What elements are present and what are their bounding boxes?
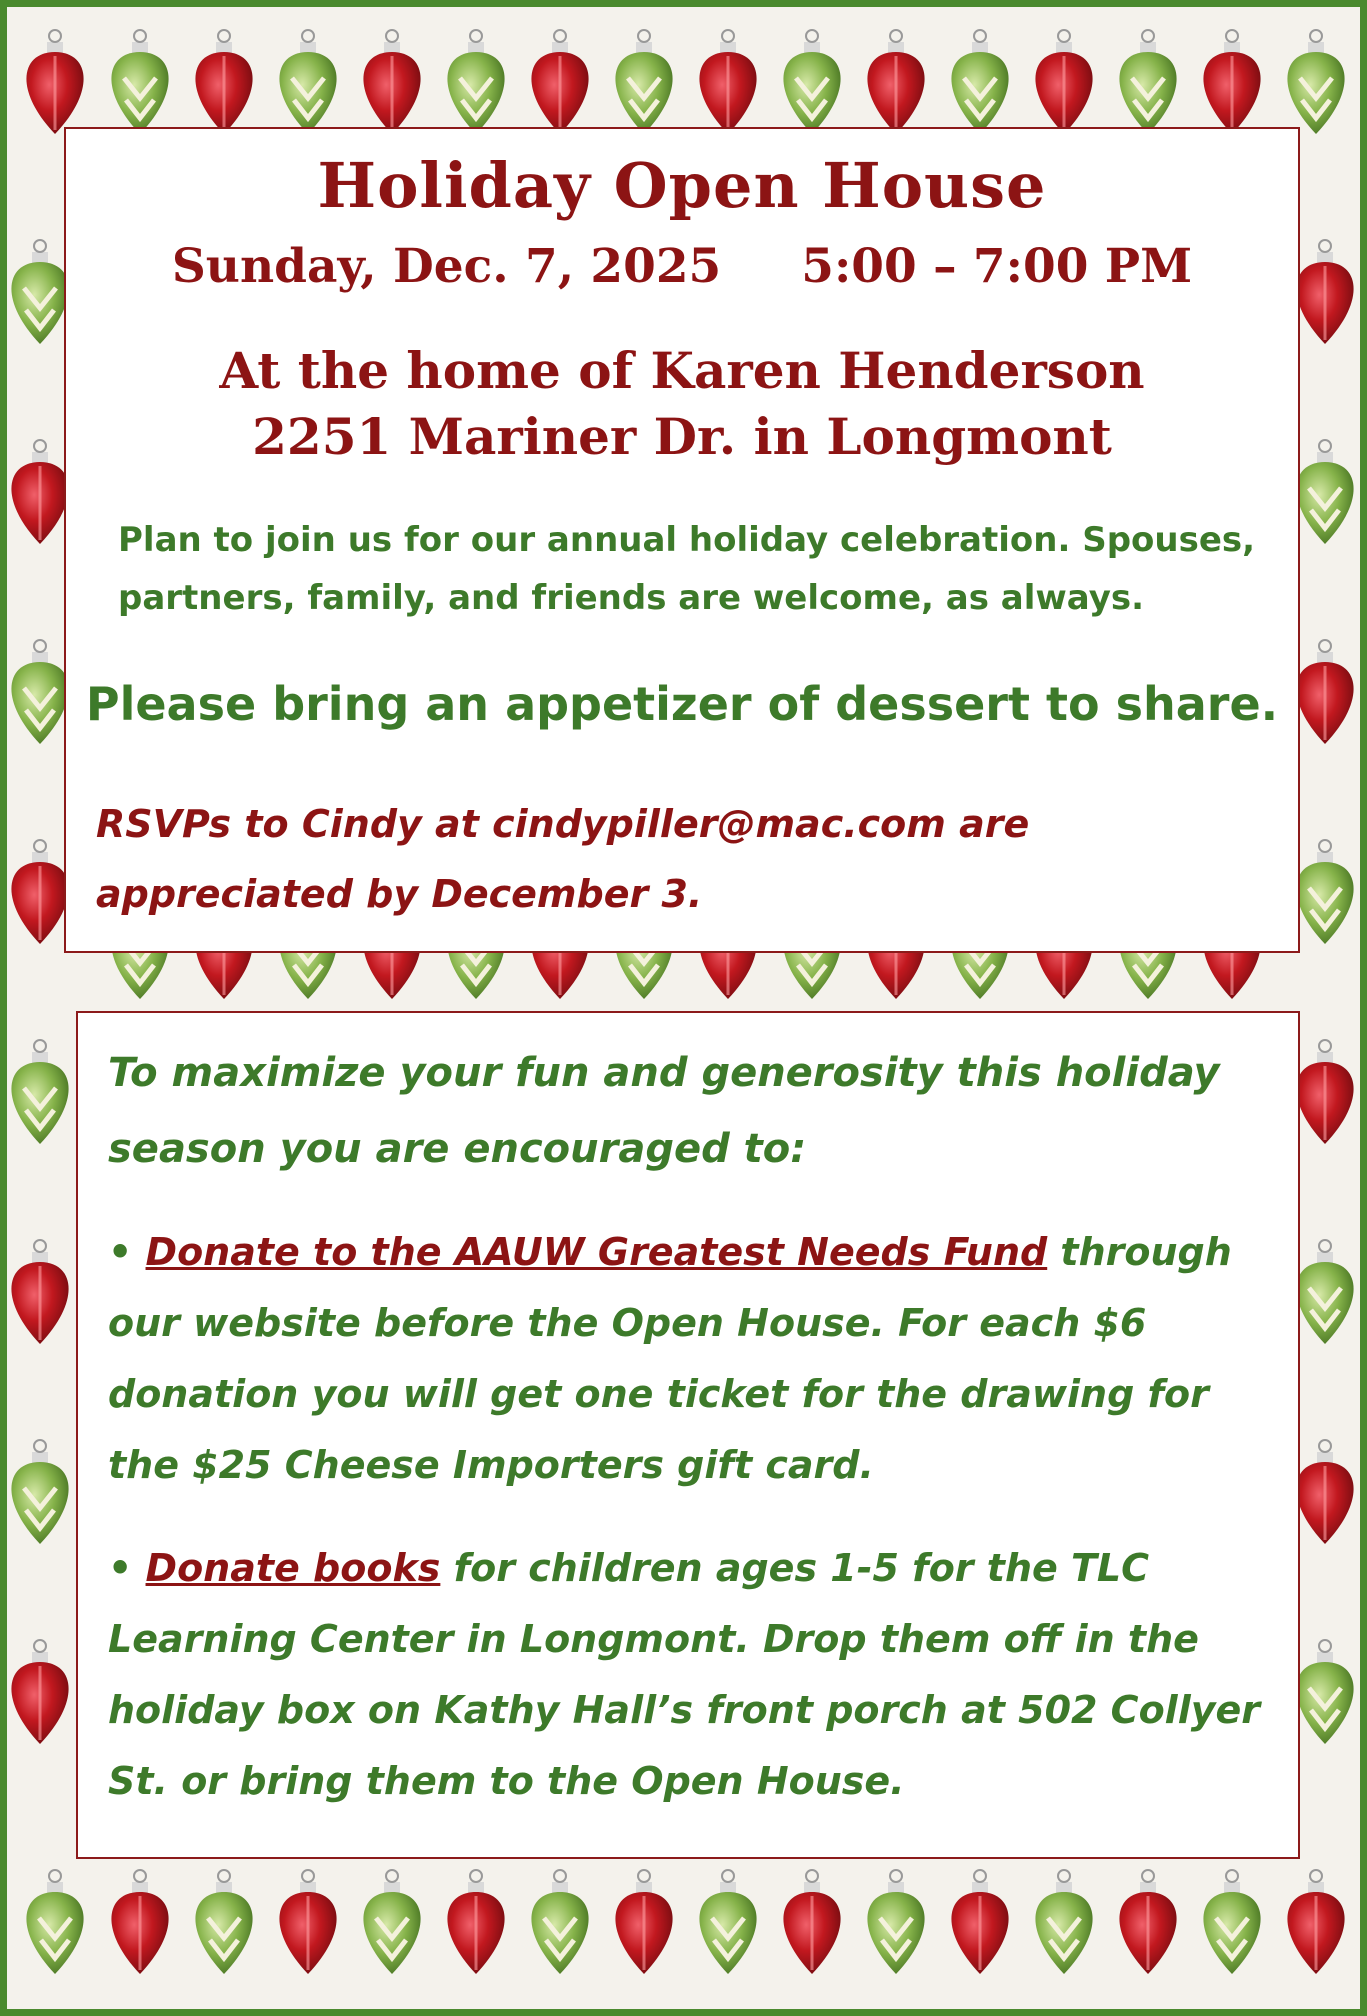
event-date: Sunday, Dec. 7, 2025	[171, 239, 722, 294]
donate-fund-text: through our website before the Open House. For each $6 donation you will get one ticket for the drawing for the $25 Cheese Importers gift card.	[108, 1230, 1232, 1487]
christmas-ornament-icon	[1296, 240, 1353, 1744]
christmas-ornament-icon	[26, 1870, 1344, 1974]
bullet: •	[108, 1230, 133, 1274]
plan-paragraph: Plan to join us for our annual holiday celebration. Spouses, partners, family, and friends are welcome, as always.	[118, 520, 1256, 618]
donate-books-link[interactable]: Donate books	[145, 1546, 441, 1590]
event-time: 5:00 – 7:00 PM	[801, 239, 1193, 294]
invitation-card	[64, 127, 1300, 953]
giving-card	[76, 1011, 1300, 1859]
christmas-ornament-icon	[11, 240, 68, 1744]
address-line: 2251 Mariner Dr. in Longmont	[252, 407, 1112, 466]
bullet: •	[108, 1546, 133, 1590]
event-date-time	[66, 239, 1298, 294]
donate-books-text: for children ages 1-5 for the TLC Learning Center in Longmont. Drop them off in the holiday box on Kathy Hall’s front porch at 502 Collyer St. or bring them to the Open House.	[108, 1546, 1261, 1803]
giving-intro: To maximize your fun and generosity this holiday season you are encouraged to:	[108, 1050, 1220, 1172]
donate-fund-link[interactable]: Donate to the AAUW Greatest Needs Fund	[145, 1230, 1048, 1274]
bring-paragraph: Please bring an appetizer of dessert to share.	[85, 677, 1279, 731]
page-title: Holiday Open House	[317, 149, 1047, 222]
christmas-ornament-icon	[26, 30, 1344, 134]
rsvp-paragraph: RSVPs to Cindy at cindypiller@mac.com are appreciated by December 3.	[96, 802, 1030, 916]
donate-books-item	[108, 1533, 1278, 1817]
host-line: At the home of Karen Henderson	[219, 341, 1145, 400]
donate-fund-item	[108, 1217, 1278, 1501]
